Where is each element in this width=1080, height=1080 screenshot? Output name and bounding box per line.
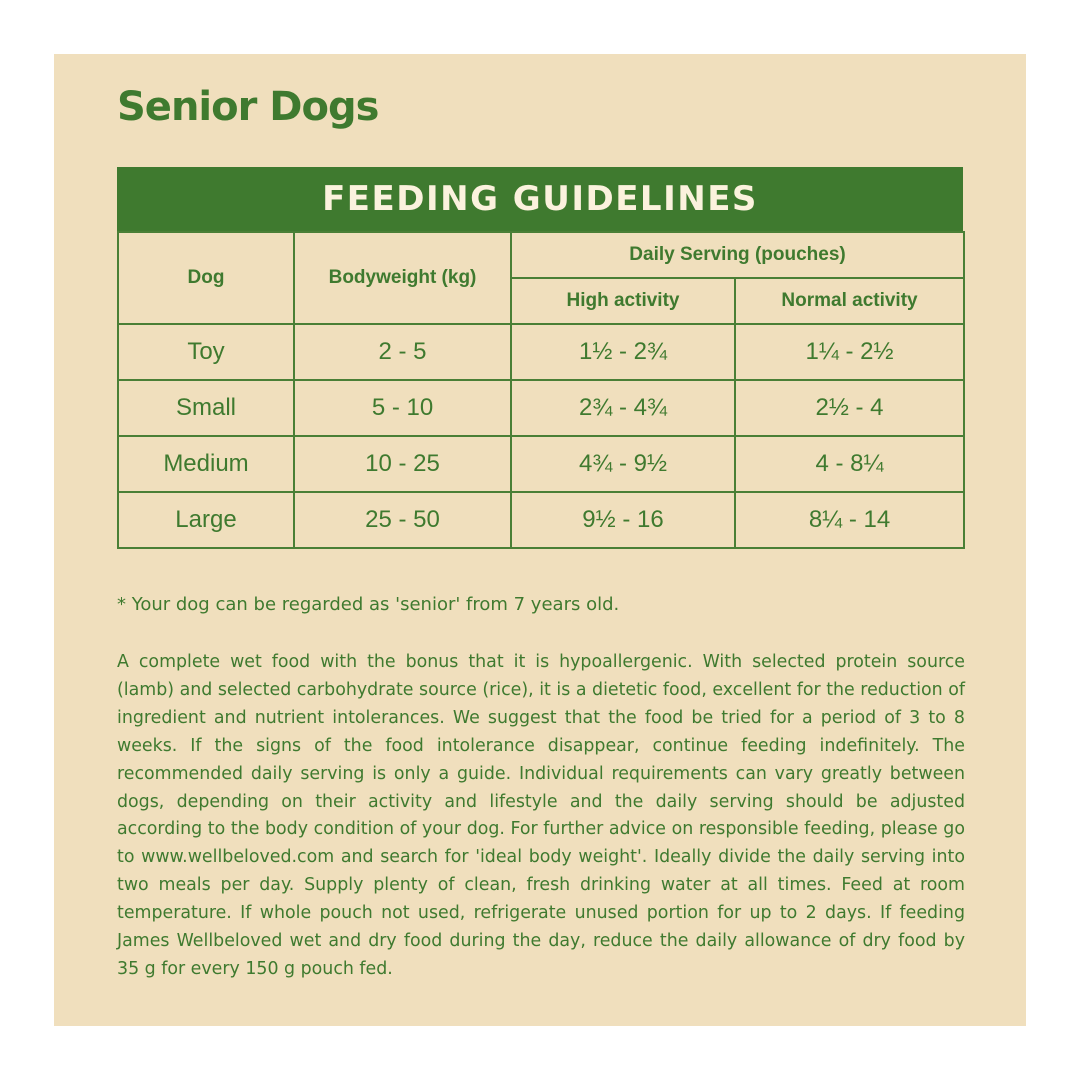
feeding-guidelines-banner: FEEDING GUIDELINES bbox=[117, 167, 963, 231]
cell-normal-activity: 2½ - 4 bbox=[735, 380, 964, 436]
feeding-table-container bbox=[117, 167, 963, 549]
cell-normal-activity: 4 - 8¼ bbox=[735, 436, 964, 492]
cell-bodyweight: 25 - 50 bbox=[294, 492, 511, 548]
header-daily-serving: Daily Serving (pouches) bbox=[511, 232, 964, 278]
cell-high-activity: 4¾ - 9½ bbox=[511, 436, 735, 492]
table-row bbox=[118, 324, 964, 380]
cell-bodyweight: 5 - 10 bbox=[294, 380, 511, 436]
table-row bbox=[118, 436, 964, 492]
cell-bodyweight: 2 - 5 bbox=[294, 324, 511, 380]
header-dog: Dog bbox=[118, 232, 294, 324]
feeding-guide-panel bbox=[54, 54, 1026, 1026]
cell-dog: Medium bbox=[118, 436, 294, 492]
cell-dog: Large bbox=[118, 492, 294, 548]
table-row bbox=[118, 380, 964, 436]
cell-high-activity: 9½ - 16 bbox=[511, 492, 735, 548]
cell-normal-activity: 8¼ - 14 bbox=[735, 492, 964, 548]
cell-high-activity: 1½ - 2¾ bbox=[511, 324, 735, 380]
table-row bbox=[118, 492, 964, 548]
cell-dog: Small bbox=[118, 380, 294, 436]
header-bodyweight: Bodyweight (kg) bbox=[294, 232, 511, 324]
product-description: A complete wet food with the bonus that it is hypoallergenic. With selected protein source (lamb) and selected carbohydrate source (rice), it is a dietetic food, excellent for the reduction of ingredient and nutrient intolerances. We suggest that the food be tried for a period of 3 to 8 weeks. If the signs of the food intolerance disappear, continue feeding indefinitely. The recommended daily serving is only a guide. Individual requirements can vary greatly between dogs, depending on their activity and lifestyle and the daily serving should be adjusted according to the body condition of your dog. For further advice on responsible feeding, please go to www.wellbeloved.com and search for 'ideal body weight'. Ideally divide the daily serving into two meals per day. Supply plenty of clean, fresh drinking water at all times. Feed at room temperature. If whole pouch not used, refrigerate unused portion for up to 2 days. If feeding James Wellbeloved wet and dry food during the day, reduce the daily allowance of dry food by 35 g for every 150 g pouch fed. bbox=[117, 652, 965, 979]
senior-footnote: * Your dog can be regarded as 'senior' from 7 years old. bbox=[117, 594, 620, 615]
cell-high-activity: 2¾ - 4¾ bbox=[511, 380, 735, 436]
cell-normal-activity: 1¼ - 2½ bbox=[735, 324, 964, 380]
header-high-activity: High activity bbox=[511, 278, 735, 324]
cell-dog: Toy bbox=[118, 324, 294, 380]
page-title: Senior Dogs bbox=[117, 84, 379, 130]
feeding-table bbox=[117, 231, 965, 549]
cell-bodyweight: 10 - 25 bbox=[294, 436, 511, 492]
header-normal-activity: Normal activity bbox=[735, 278, 964, 324]
